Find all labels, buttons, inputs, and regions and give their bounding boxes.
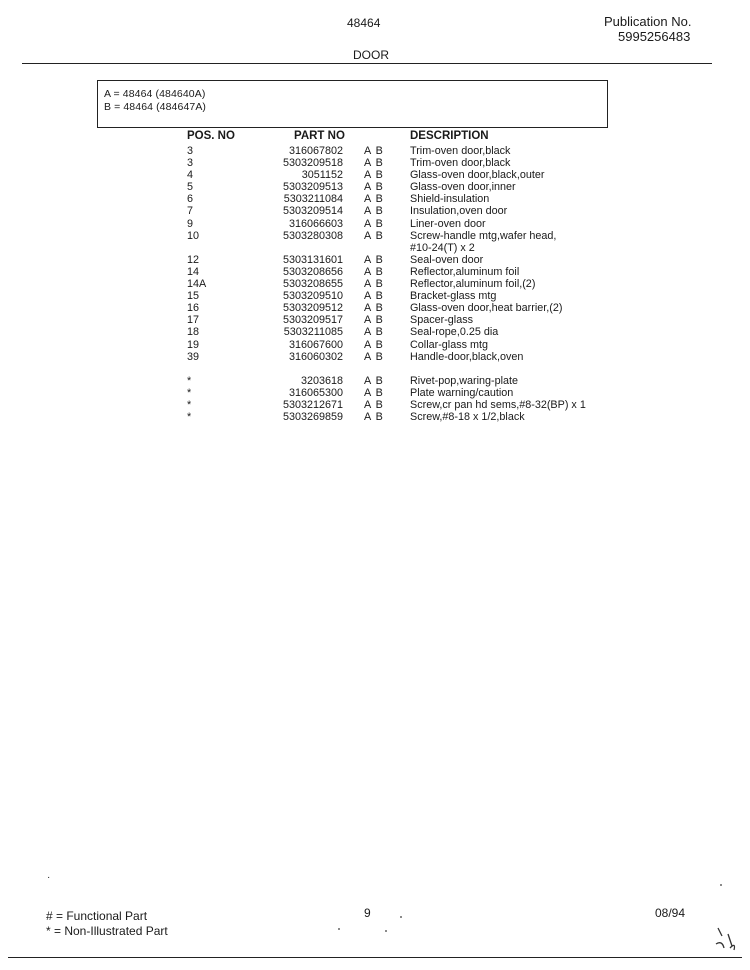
part-number-cell: 316067600 [288,338,343,351]
header-divider [22,63,712,64]
model-applicability-cell: A B [364,253,384,266]
model-applicability-cell: A B [364,265,384,278]
part-number-cell: 316065300 [288,386,343,399]
description-cell: Spacer-glass [410,314,474,327]
part-number-cell: 5303131601 [282,253,343,266]
handwritten-mark [712,922,740,952]
model-applicability-cell: A B [364,169,384,182]
column-header-part: PART NO [294,130,345,142]
pos-cell: * [187,410,192,423]
part-number-cell: 316067802 [288,145,343,157]
table-row [0,181,750,193]
pos-cell: 18 [187,326,200,339]
part-number-cell: 5303208655 [282,278,343,291]
description-cell: Trim-oven door,black [410,145,511,157]
description-cell: Handle-door,black,oven [410,350,524,363]
model-applicability-cell: A B [364,145,384,157]
table-row [0,339,750,351]
table-row [0,218,750,230]
table-row [0,254,750,266]
table-row [0,230,750,242]
section-title: DOOR [353,48,389,62]
table-row [0,145,750,157]
table-row [0,169,750,181]
legend-non-illustrated: * = Non-Illustrated Part [46,924,168,938]
column-header-pos: POS. NO [187,130,235,142]
part-number-cell: 3203618 [300,374,343,387]
part-number-cell: 5303212671 [282,398,343,411]
scan-speck [400,916,402,918]
model-applicability-cell: A B [364,157,384,170]
table-row [0,278,750,290]
table-row [0,290,750,302]
revision-date: 08/94 [655,906,686,920]
scan-speck [338,928,340,930]
model-applicability-cell: A B [364,205,384,218]
publication-label: Publication No. [604,14,692,29]
description-cell: Screw-handle mtg,wafer head, [410,229,557,242]
model-applicability-cell: A B [364,386,384,399]
model-applicability-cell: A B [364,398,384,411]
part-number-cell: 5303209514 [282,205,343,218]
model-applicability-cell: A B [364,278,384,291]
pos-cell: 4 [187,169,194,182]
parts-table [0,145,750,423]
pos-cell: 16 [187,302,200,315]
table-row [0,193,750,205]
description-cell: Liner-oven door [410,217,486,230]
pos-cell: 19 [187,338,200,351]
model-applicability-cell: A B [364,338,384,351]
description-cell: Seal-oven door [410,253,484,266]
model-applicability-cell: A B [364,326,384,339]
description-cell: Glass-oven door,heat barrier,(2) [410,302,563,315]
description-cell: Trim-oven door,black [410,157,511,170]
page-number: 9 [364,906,371,920]
part-number-cell: 5303209517 [282,314,343,327]
pos-cell: 17 [187,314,200,327]
description-cell: Rivet-pop,waring-plate [410,374,519,387]
pos-cell: 3 [187,145,194,157]
model-number: 48464 [347,16,381,30]
description-cell: Reflector,aluminum foil [410,265,520,278]
pos-cell: 14A [187,278,207,291]
part-number-cell: 5303209518 [282,157,343,170]
table-row [0,205,750,217]
column-header-description: DESCRIPTION [410,130,489,142]
scan-speck [720,884,722,886]
model-applicability-cell: A B [364,229,384,242]
description-cell: Screw,#8-18 x 1/2,black [410,410,525,423]
table-row [0,375,750,387]
model-applicability-cell: A B [364,217,384,230]
table-row [0,351,750,363]
part-number-cell: 5303209510 [282,290,343,303]
description-cell: Glass-oven door,inner [410,181,516,194]
part-number-cell: 5303211084 [283,193,343,206]
part-number-cell: 316060302 [288,350,343,363]
model-legend-b: B = 48464 (484647A) [104,101,207,113]
table-row [0,387,750,399]
legend-functional: # = Functional Part [46,909,148,923]
part-number-cell: 5303211085 [283,326,343,339]
pos-cell: * [187,398,192,411]
description-cell: Collar-glass mtg [410,338,488,351]
model-applicability-cell: A B [364,290,384,303]
model-applicability-cell: A B [364,410,384,423]
description-cell: Plate warning/caution [410,386,514,399]
non-illustrated-parts-list [0,375,750,423]
description-cell: Reflector,aluminum foil,(2) [410,278,536,291]
model-applicability-cell: A B [364,193,384,206]
description-cell: Seal-rope,0.25 dia [410,326,499,339]
model-legend-a: A = 48464 (484640A) [104,88,206,100]
description-cell: Bracket-glass mtg [410,290,497,303]
part-number-cell: 5303209512 [282,302,343,315]
pos-cell: 7 [187,205,194,218]
pos-cell: 10 [187,229,200,242]
scan-speck [385,930,387,932]
table-row [0,266,750,278]
description-cell: #10-24(T) x 2 [410,241,475,254]
publication-number: 5995256483 [618,29,691,44]
pos-cell: 39 [187,350,200,363]
part-number-cell: 5303209513 [282,181,343,194]
model-applicability-cell: A B [364,374,384,387]
part-number-cell: 3051152 [301,169,343,182]
part-number-cell: 316066603 [288,217,343,230]
table-row [0,302,750,314]
model-applicability-cell: A B [364,314,384,327]
pos-cell: * [187,374,192,387]
pos-cell: 3 [187,157,194,170]
model-applicability-cell: A B [364,350,384,363]
table-row [0,314,750,326]
pos-cell: 12 [187,253,200,266]
pos-cell: * [187,386,192,399]
illustrated-parts-list [0,145,750,363]
table-row [0,411,750,423]
pos-cell: 6 [187,193,194,206]
pos-cell: 9 [187,217,194,230]
stray-mark: · [47,872,51,883]
part-number-cell: 5303208656 [282,265,343,278]
pos-cell: 5 [187,181,194,194]
part-number-cell: 5303269859 [282,410,343,423]
pos-cell: 15 [187,290,200,303]
footer-divider [8,957,742,958]
description-cell: Glass-oven door,black,outer [410,169,545,182]
table-row [0,242,750,254]
model-applicability-cell: A B [364,302,384,315]
description-cell: Insulation,oven door [410,205,508,218]
table-spacer [0,363,750,375]
table-row [0,399,750,411]
pos-cell: 14 [187,265,200,278]
part-number-cell: 5303280308 [282,229,343,242]
description-cell: Screw,cr pan hd sems,#8-32(BP) x 1 [410,398,586,411]
table-row [0,157,750,169]
table-row [0,326,750,338]
model-applicability-cell: A B [364,181,384,194]
description-cell: Shield-insulation [410,193,490,206]
